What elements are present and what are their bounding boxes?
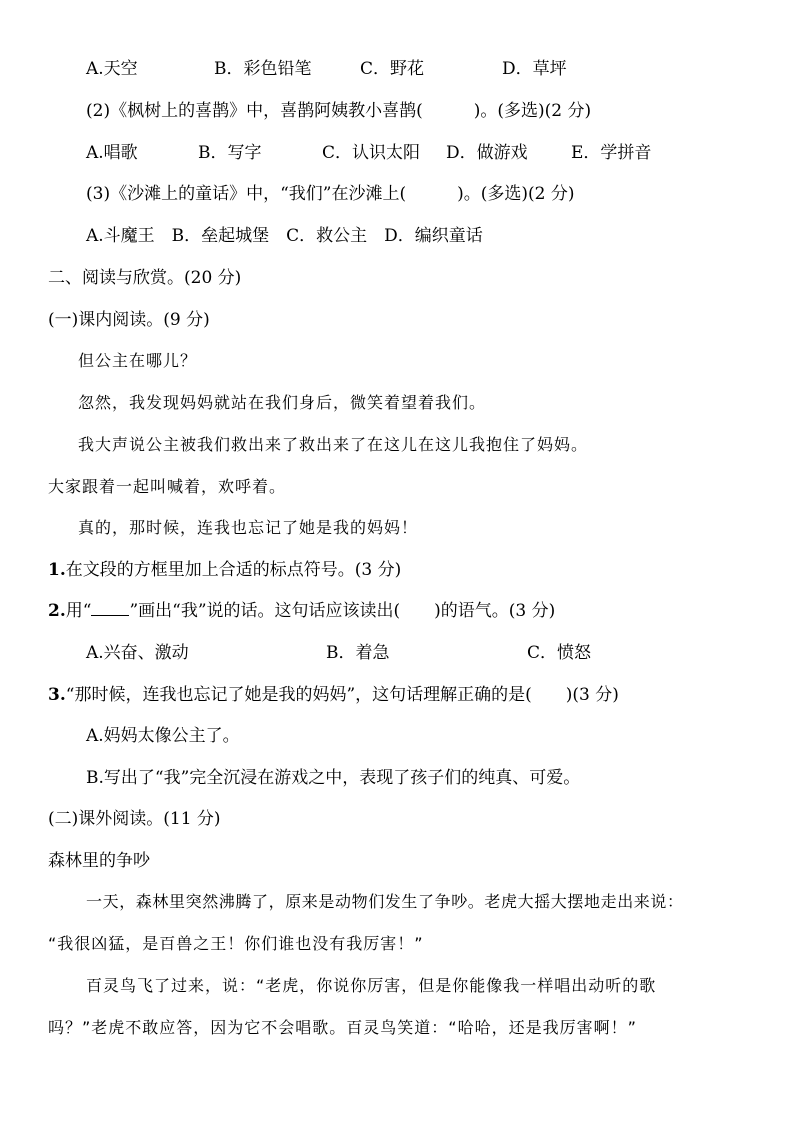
option-b-crayons: B．彩色铅笔 (214, 59, 312, 79)
question-1-2: (2)《枫树上的喜鹊》中，喜鹊阿姨教小喜鹊( )。(多选)(2 分) (86, 101, 592, 121)
passage-line-4: 大家跟着一起叫喊着，欢呼着。 (48, 477, 287, 496)
option-c-flowers: C．野花 (360, 59, 425, 79)
underline-blank (91, 601, 129, 616)
question-2-2 (48, 600, 555, 622)
question-1-3: (3)《沙滩上的童话》中，“我们”在沙滩上( )。(多选)(2 分) (86, 184, 575, 204)
option-c-angry: C．愤怒 (527, 643, 592, 663)
option-a-sky: A.天空 (86, 59, 138, 79)
story-line-3: 百灵鸟飞了过来，说：“老虎，你说你厉害，但是你能像我一样唱出动听的歌 (86, 976, 657, 995)
option-e-pinyin: E．学拼音 (571, 143, 652, 163)
question-number: 3. (48, 685, 66, 705)
passage-line-1: 但公主在哪儿？ (78, 351, 198, 370)
question-2-3-option-b: B.写出了“我”完全沉浸在游戏之中，表现了孩子们的纯真、可爱。 (86, 768, 581, 788)
question-text: 在文段的方框里加上合适的标点符号。(3 分) (65, 560, 402, 580)
question-number: 2. (48, 601, 66, 621)
option-c-sun: C．认识太阳 (322, 143, 421, 163)
part-2-title: (二)课外阅读。(11 分) (48, 809, 221, 829)
story-title: 森林里的争吵 (48, 851, 150, 871)
option-d-game: D．做游戏 (446, 143, 528, 163)
option-b-write: B．写字 (198, 143, 262, 163)
option-b-anxious: B．着急 (326, 643, 390, 663)
question-number: 1. (48, 560, 66, 580)
question-1-3-options: A.斗魔王 B．垒起城堡 C．救公主 D．编织童话 (86, 226, 483, 246)
question-text-post: ”画出“我”说的话。这句话应该读出( )的语气。(3 分) (129, 601, 556, 621)
passage-line-2: 忽然，我发现妈妈就站在我们身后，微笑着望着我们。 (78, 393, 487, 412)
story-line-4: 吗？”老虎不敢应答，因为它不会唱歌。百灵鸟笑道：“哈哈，还是我厉害啊！” (48, 1018, 637, 1037)
question-text-pre: 用“ (65, 601, 92, 621)
section-2-title: 二、阅读与欣赏。(20 分) (48, 268, 242, 288)
question-text: “那时候，连我也忘记了她是我的妈妈”，这句话理解正确的是( )(3 分) (65, 685, 619, 705)
question-2-3-option-a: A.妈妈太像公主了。 (86, 726, 240, 746)
option-a-excited: A.兴奋、激动 (86, 643, 189, 663)
story-line-2: “我很凶猛，是百兽之王！你们谁也没有我厉害！” (48, 934, 424, 953)
story-line-1: 一天，森林里突然沸腾了，原来是动物们发生了争吵。老虎大摇大摆地走出来说： (86, 892, 684, 911)
passage-line-3: 我大声说公主被我们救出来了救出来了在这儿在这儿我抱住了妈妈。 (78, 435, 589, 454)
option-d-lawn: D．草坪 (502, 59, 567, 79)
option-a-sing: A.唱歌 (86, 143, 138, 163)
question-2-1 (48, 559, 401, 581)
question-2-3 (48, 684, 619, 706)
passage-line-5: 真的，那时候，连我也忘记了她是我的妈妈！ (78, 518, 419, 537)
part-1-title: (一)课内阅读。(9 分) (48, 310, 210, 330)
